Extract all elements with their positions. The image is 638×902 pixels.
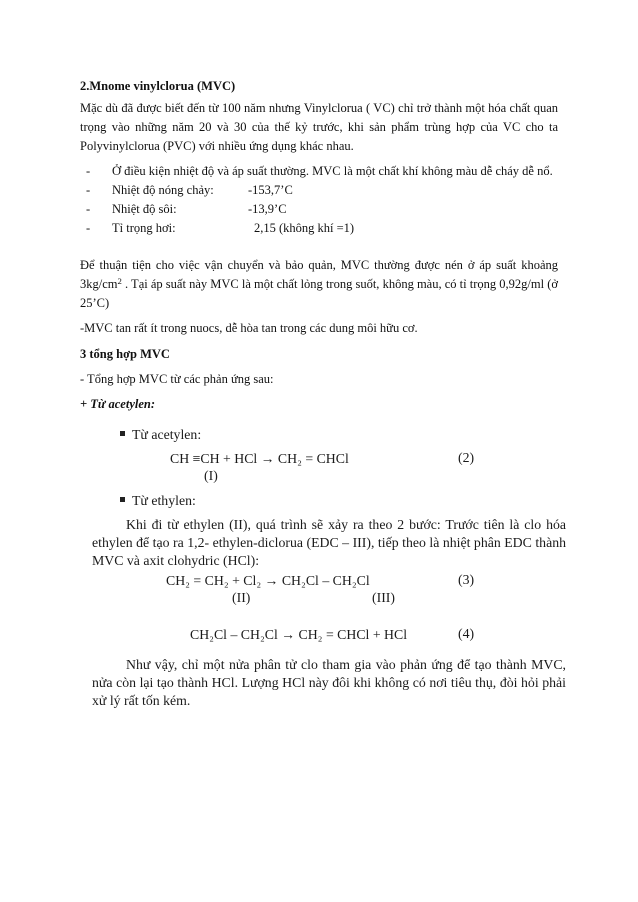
list-dash: - (86, 183, 91, 197)
heading-mvc: 2.Mnome vinylclorua (MVC) (80, 79, 236, 93)
property-value: 2,15 (không khí =1) (254, 221, 355, 235)
equation-2: CH ≡CH + HCl → CH₂ = CHCl (170, 451, 349, 466)
synthesis-intro: - Tổng hợp MVC từ các phản ứng sau: (80, 372, 274, 386)
from-acetylene-heading: + Từ acetylen: (80, 397, 155, 411)
bullet-ethylene-line (120, 492, 196, 510)
list-dash: - (86, 202, 91, 216)
square-bullet-icon (120, 431, 125, 436)
ethylene-paragraph: Khi đi từ ethylen (II), quá trình sẽ xảy ra theo 2 bước: Trước tiên là clo hóa ethylen để tạo ra 1,2- ethylen-diclorua (EDC – III), tiếp theo là nhiệt phân EDC thành MVC và axit clohydric (HCl): (92, 517, 566, 568)
transport-paragraph (80, 256, 558, 313)
square-bullet-icon (120, 497, 125, 502)
equation-2-number: (2) (458, 450, 475, 465)
list-dash: - (86, 221, 91, 235)
equation-3-number: (3) (458, 572, 475, 587)
equation-3-label-ii: (II) (232, 590, 251, 605)
heading-synthesis: 3 tổng hợp MVC (80, 347, 170, 361)
property-item (86, 181, 558, 200)
property-label: Nhiệt độ sôi: (112, 202, 177, 216)
property-item (86, 200, 558, 219)
transport-text-a: Để thuận tiện cho việc vận chuyển và bảo quản, MVC thường được nén ở áp suất khoảng 3kg/cm (80, 258, 558, 291)
property-value: -153,7’C (248, 183, 293, 197)
equation-2-label-i: (I) (204, 468, 218, 483)
equation-3-label-iii: (III) (372, 590, 395, 605)
property-item (86, 219, 558, 238)
bullet-acetylene: Từ acetylen: (132, 427, 202, 442)
property-text: Ở điều kiện nhiệt độ và áp suất thường. MVC là một chất khí không màu dễ cháy dễ nổ. (112, 164, 553, 178)
equation-3: CH₂ = CH₂ + Cl₂ → CH₂Cl – CH₂Cl (166, 573, 370, 588)
conclusion-paragraph: Như vậy, chỉ một nửa phân tử clo tham gia vào phản ứng để tạo thành MVC, nửa còn lại tạo thành HCl. Lượng HCl này đôi khi không có nơi tiêu thụ, đòi hỏi phải xử lý rất tốn kém. (92, 657, 566, 708)
list-dash: - (86, 164, 91, 178)
transport-superscript: 2 (117, 276, 122, 287)
bullet-acetylene-line (120, 426, 201, 444)
equation-4-number: (4) (458, 626, 475, 641)
intro-paragraph: Mặc dù đã được biết đến từ 100 năm nhưng Vinylclorua ( VC) chỉ trở thành một hóa chất quan trọng vào những năm 20 và 30 của thế kỷ trước, khi sản phẩm trùng hợp của VC cho ta Polyvinylclorua (PVC) với nhiều ứng dụng khác nhau. (80, 101, 558, 153)
property-label: Nhiệt độ nóng chảy: (112, 183, 214, 197)
equation-4: CH₂Cl – CH₂Cl → CH₂ = CHCl + HCl (190, 627, 408, 642)
transport-text-b: . Tại áp suất này MVC là một chất lỏng trong suốt, không màu, có tỉ trọng 0,92g/ml (ở 25’C) (80, 277, 558, 310)
property-label: Tỉ trọng hơi: (112, 221, 176, 235)
solubility-line: -MVC tan rất ít trong nuocs, dễ hòa tan trong các dung môi hữu cơ. (80, 321, 418, 335)
property-item (86, 162, 558, 181)
scanned-excerpt (92, 420, 570, 710)
property-value: -13,9’C (248, 202, 287, 216)
bullet-ethylene: Từ ethylen: (132, 493, 196, 508)
properties-list (86, 162, 558, 238)
